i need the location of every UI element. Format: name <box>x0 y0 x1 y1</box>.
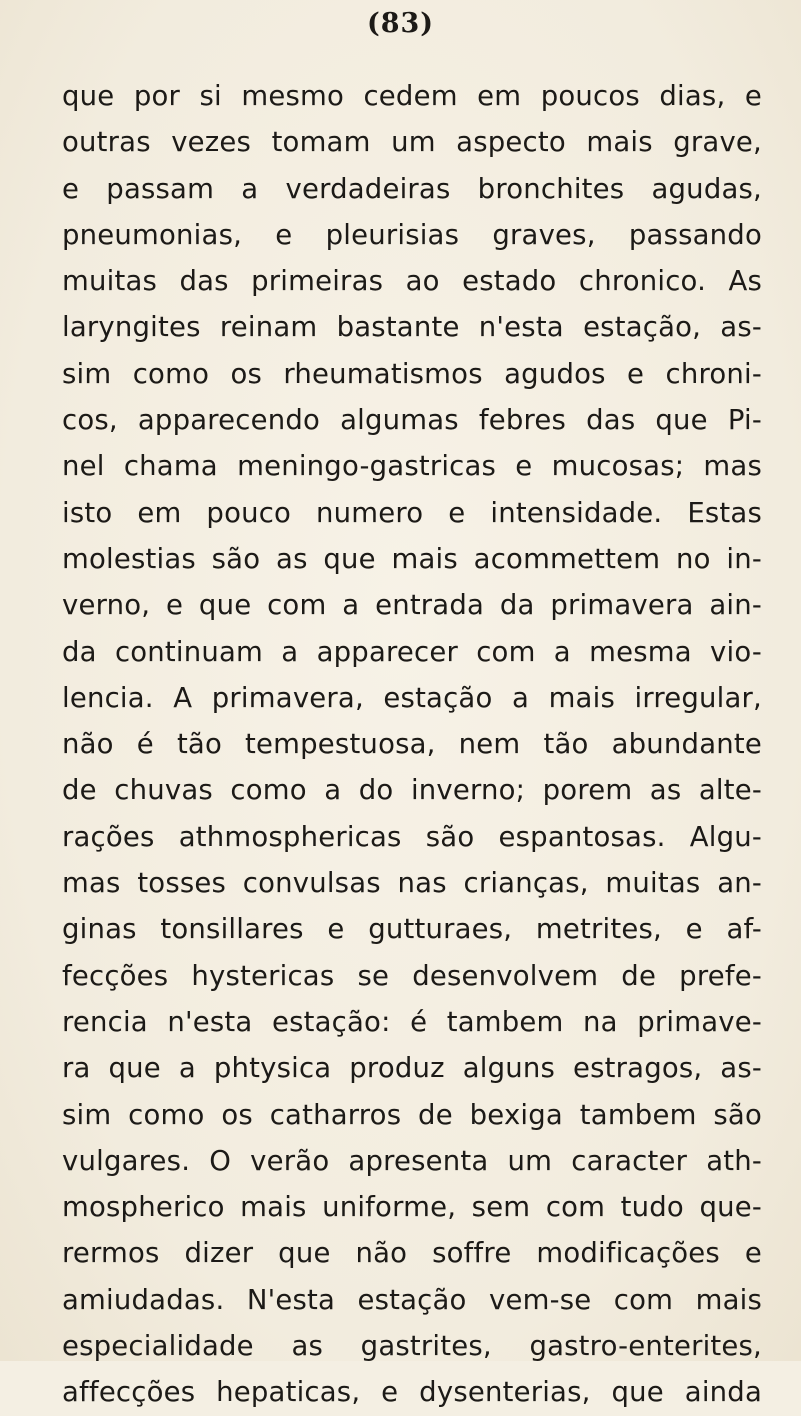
text-line: mospherico mais uniforme, sem com tudo que- <box>62 1191 762 1224</box>
text-line: especialidade as gastrites, gastro-enterites, <box>62 1330 762 1363</box>
text-line: rencia n'esta estação: é tambem na primave- <box>62 1005 762 1038</box>
text-line: laryngites reinam bastante n'esta estação, as- <box>62 311 762 344</box>
text-line: cos, apparecendo algumas febres das que Pi- <box>62 404 762 437</box>
text-line: sim como os rheumatismos agudos e chroni- <box>62 357 762 390</box>
text-line: de chuvas como a do inverno; porem as alte- <box>62 774 762 807</box>
text-line: isto em pouco numero e intensidade. Estas <box>62 496 762 529</box>
text-line: lencia. A primavera, estação a mais irregular, <box>62 681 762 714</box>
text-line: ra que a phtysica produz alguns estragos, as- <box>62 1052 762 1085</box>
page-number: (83) <box>366 8 435 39</box>
text-line: que por si mesmo cedem em poucos dias, e <box>62 80 762 112</box>
text-line: rermos dizer que não soffre modificações e <box>62 1237 762 1270</box>
text-line: outras vezes tomam um aspecto mais grave, <box>62 126 762 159</box>
text-line: da continuam a apparecer com a mesma vio- <box>62 635 762 668</box>
text-line: vulgares. O verão apresenta um caracter ath- <box>62 1144 762 1177</box>
text-line: affecções hepaticas, e dysenterias, que ainda <box>62 1376 762 1409</box>
text-line: molestias são as que mais acommettem no in- <box>62 542 762 575</box>
body-text <box>62 73 762 1416</box>
text-line: e passam a verdadeiras bronchites agudas, <box>62 172 762 205</box>
text-line: verno, e que com a entrada da primavera ain- <box>62 589 762 622</box>
text-line: sim como os catharros de bexiga tambem são <box>62 1098 762 1131</box>
text-line: mas tosses convulsas nas crianças, muitas an- <box>62 867 762 900</box>
text-line: muitas das primeiras ao estado chronico. As <box>62 265 762 298</box>
text-line: pneumonias, e pleurisias graves, passando <box>62 218 762 251</box>
text-line: não é tão tempestuosa, nem tão abundante <box>62 728 762 761</box>
text-line: ginas tonsillares e gutturaes, metrites, e af- <box>62 913 762 946</box>
text-line: nel chama meningo-gastricas e mucosas; mas <box>62 450 762 483</box>
text-line: amiudadas. N'esta estação vem-se com mais <box>62 1283 762 1316</box>
text-line: fecções hystericas se desenvolvem de prefe- <box>62 959 762 992</box>
text-line: rações athmosphericas são espantosas. Algu- <box>62 820 762 853</box>
